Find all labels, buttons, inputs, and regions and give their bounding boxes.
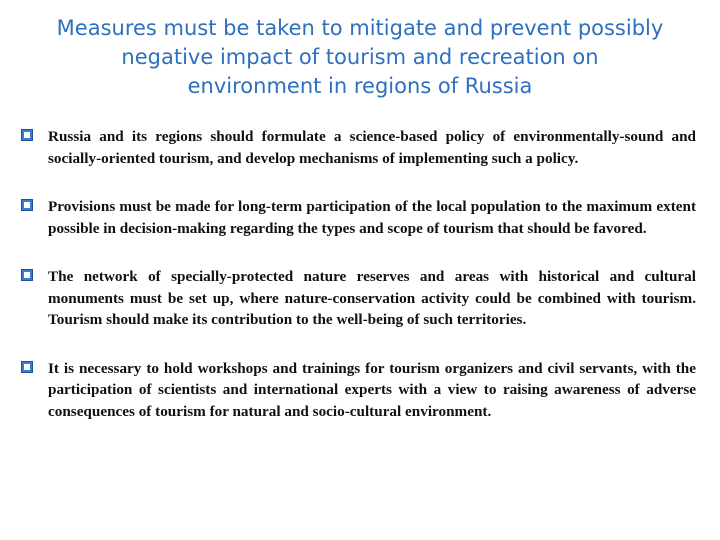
bullet-text: It is necessary to hold workshops and trainings for tourism organizers and civil servants, with the participation of scientists and international experts with a view to raising awareness of adverse consequences of tourism for natural and socio-cultural environment.: [48, 359, 696, 420]
slide-title-line: environment in regions of Russia: [187, 74, 533, 98]
bullet-item: [20, 196, 696, 239]
bullet-text: Provisions must be made for long-term participation of the local population to the maximum extent possible in decision-making regarding the types and scope of tourism that should be favored.: [48, 198, 696, 237]
bullet-item: [20, 266, 696, 331]
bullet-text: Russia and its regions should formulate a science-based policy of environmentally-sound and socially-oriented tourism, and develop mechanisms of implementing such a policy.: [48, 128, 696, 167]
square-bullet-icon: [21, 199, 33, 211]
bullet-text: The network of specially-protected nature reserves and areas with historical and cultural monuments must be set up, where nature-conservation activity could be combined with tourism. Tourism should make its contribution to the well-being of such territories.: [48, 268, 696, 328]
square-bullet-icon: [21, 361, 33, 373]
square-bullet-icon: [21, 129, 33, 141]
bullet-list: [20, 126, 696, 449]
slide-title-line: Measures must be taken to mitigate and prevent possibly: [56, 16, 664, 40]
bullet-item: [20, 358, 696, 423]
bullet-item: [20, 126, 696, 169]
square-bullet-icon: [21, 269, 33, 281]
slide-title-line: negative impact of tourism and recreation on: [121, 45, 599, 69]
slide-title: [10, 14, 710, 101]
